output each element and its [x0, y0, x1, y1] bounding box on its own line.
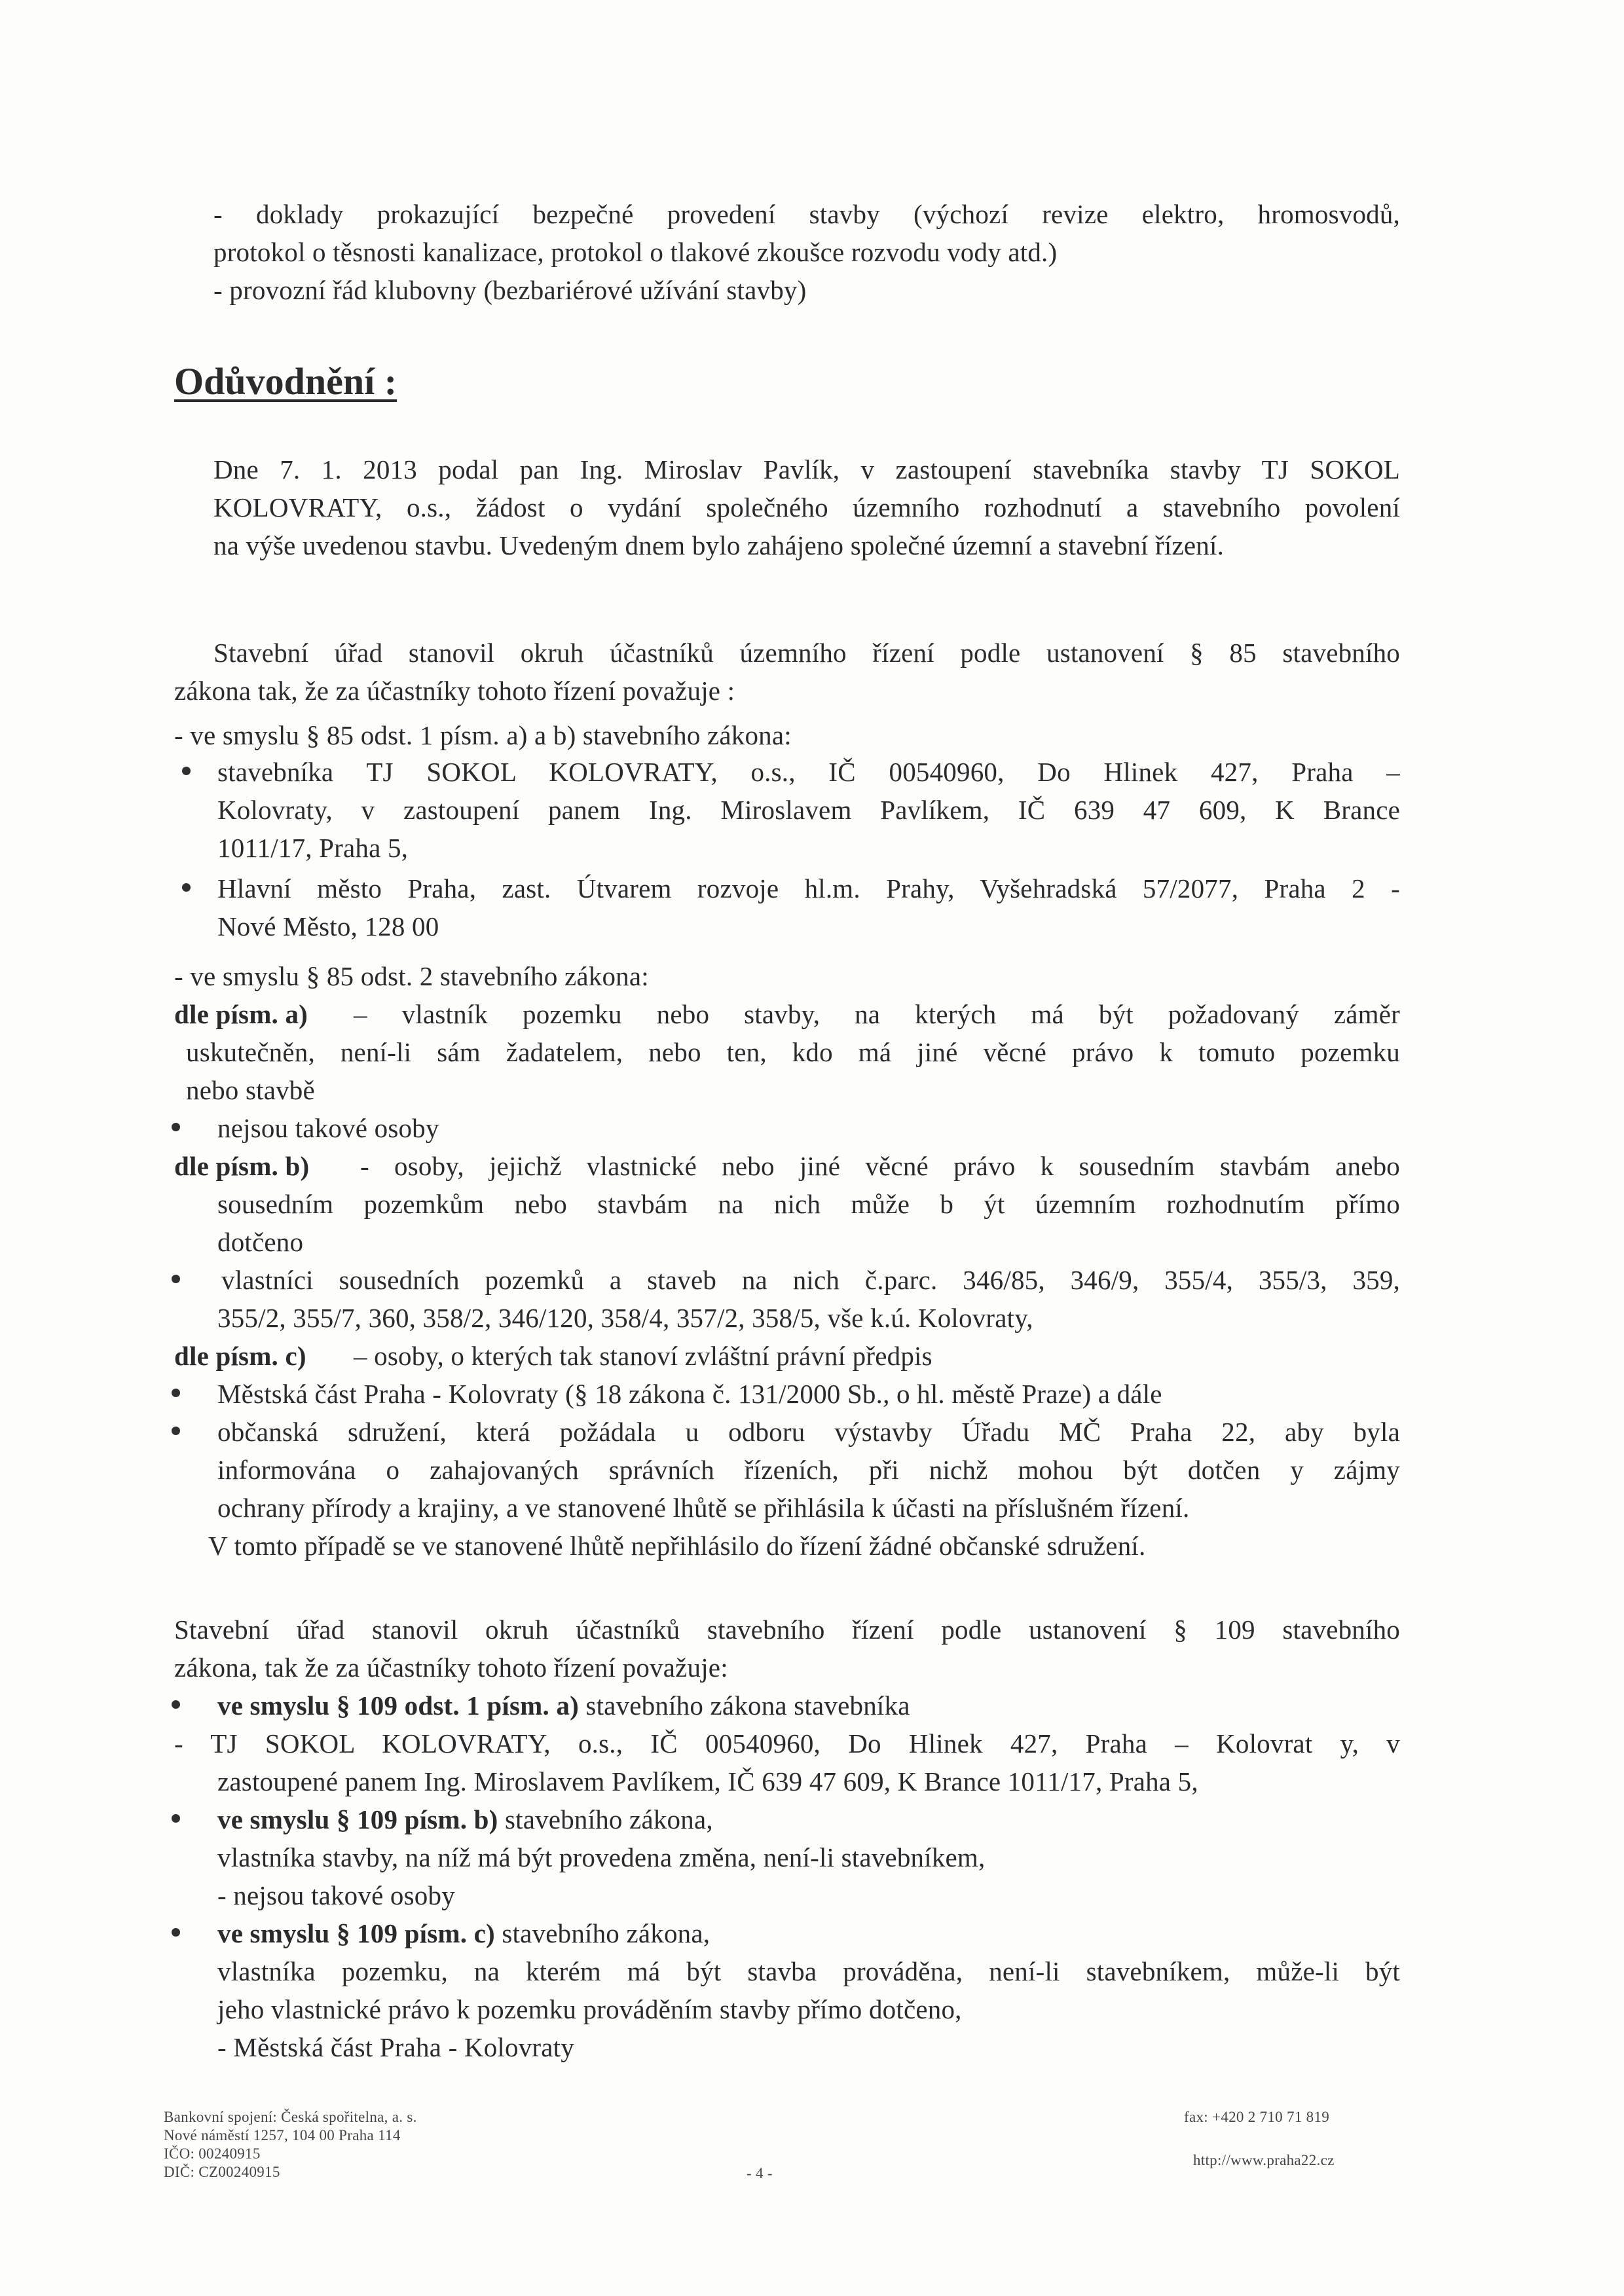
- uzemni-paragraph-line-1: Stavební úřad stanovil okruh účastníků územního řízení podle ustanovení § 85 stavebního: [213, 638, 1400, 668]
- stavebni-paragraph-line-1: Stavební úřad stanovil okruh účastníků stavebního řízení podle ustanovení § 109 stavebního: [174, 1614, 1400, 1645]
- dle-pism-c-bullet-2-line-3: ochrany přírody a krajiny, a ve stanovené lhůtě se přihlásila k účasti na příslušném řízení.: [217, 1493, 1190, 1523]
- footer-dic: DIČ: CZ00240915: [164, 2164, 280, 2180]
- bullet-stavebnik-line-2: Kolovraty, v zastoupení panem Ing. Miroslavem Pavlíkem, IČ 639 47 609, K Brance: [217, 795, 1400, 825]
- dle-pism-c-line-1: – osoby, o kterých tak stanoví zvláštní právní předpis: [354, 1341, 932, 1371]
- uzemni-paragraph-line-2: zákona tak, že za účastníky tohoto řízení považuje :: [174, 676, 735, 706]
- dle-pism-c-label: dle písm. c): [174, 1341, 306, 1371]
- s109-b-bold: ve smyslu § 109 písm. b): [217, 1804, 498, 1834]
- bullet-icon: [172, 1928, 180, 1937]
- s109-b-heading: [217, 1800, 713, 1838]
- page-number: - 4 -: [747, 2165, 773, 2181]
- s109-a-line-2: - TJ SOKOL KOLOVRATY, o.s., IČ 00540960, Do Hlinek 427, Praha – Kolovrat y, v: [174, 1728, 1400, 1758]
- s109-b-rest: stavebního zákona,: [498, 1804, 713, 1834]
- intro-line-2: KOLOVRATY, o.s., žádost o vydání společného územního rozhodnutí a stavebního povolení: [213, 492, 1400, 522]
- s109-b-line-3: - nejsou takové osoby: [217, 1880, 455, 1910]
- dle-pism-a-line-1: – vlastník pozemku nebo stavby, na kterých má být požadovaný záměr: [354, 999, 1400, 1029]
- bullet-hlavni-mesto-line-2: Nové Město, 128 00: [217, 911, 439, 941]
- intro-line-3: na výše uvedenou stavbu. Uvedeným dnem bylo zahájeno společné územní a stavební řízení.: [213, 530, 1225, 560]
- dle-pism-b-line-3: dotčeno: [217, 1227, 304, 1257]
- dle-pism-a-line-3: nebo stavbě: [186, 1075, 315, 1105]
- footer-bank: Bankovní spojení: Česká spořitelna, a. s.: [164, 2109, 417, 2125]
- bullet-icon: [172, 1700, 180, 1709]
- intro-line-1: Dne 7. 1. 2013 podal pan Ing. Miroslav Pavlík, v zastoupení stavebníka stavby TJ SOKOL: [213, 454, 1400, 484]
- s109-c-line-3: jeho vlastnické právo k pozemku prováděním stavby přímo dotčeno,: [217, 1994, 962, 2024]
- s109-c-heading: [217, 1914, 710, 1952]
- section-heading: Odůvodnění :: [174, 360, 397, 403]
- bullet-stavebnik-line-1: stavebníka TJ SOKOL KOLOVRATY, o.s., IČ 00540960, Do Hlinek 427, Praha –: [217, 757, 1400, 787]
- bullet-icon: [172, 1123, 180, 1131]
- bullet-stavebnik-line-3: 1011/17, Praha 5,: [217, 833, 409, 863]
- s85-odst1-heading: - ve smyslu § 85 odst. 1 písm. a) a b) stavebního zákona:: [174, 720, 792, 750]
- footer-ico: IČO: 00240915: [164, 2145, 261, 2162]
- s85-odst2-heading: - ve smyslu § 85 odst. 2 stavebního zákona:: [174, 961, 649, 991]
- s109-c-rest: stavebního zákona,: [494, 1918, 710, 1948]
- bullet-icon: [172, 1814, 180, 1823]
- dle-pism-a-label: dle písm. a): [174, 999, 308, 1029]
- top-list-line-2: protokol o těsnosti kanalizace, protokol o tlakové zkoušce rozvodu vody atd.): [213, 237, 1058, 267]
- s109-c-bold: ve smyslu § 109 písm. c): [217, 1918, 495, 1948]
- bullet-icon: [182, 883, 191, 892]
- bullet-icon: [172, 1389, 180, 1397]
- top-list-line-1: - doklady prokazující bezpečné provedení stavby (výchozí revize elektro, hromosvodů,: [213, 199, 1400, 229]
- dle-pism-a-bullet: nejsou takové osoby: [217, 1113, 439, 1143]
- s109-a-bold: ve smyslu § 109 odst. 1 písm. a): [217, 1690, 579, 1721]
- top-list-line-3: - provozní řád klubovny (bezbariérové užívání stavby): [213, 275, 807, 305]
- dle-pism-a-line-2: uskutečněn, není-li sám žadatelem, nebo ten, kdo má jiné věcné právo k tomuto pozemku: [186, 1037, 1400, 1067]
- footer-web-link[interactable]: http://www.praha22.cz: [1193, 2152, 1335, 2168]
- footer-address: Nové náměstí 1257, 104 00 Praha 114: [164, 2127, 401, 2143]
- bullet-icon: [172, 1427, 180, 1435]
- footer-fax: fax: +420 2 710 71 819: [1184, 2109, 1330, 2125]
- dle-pism-b-label: dle písm. b): [174, 1151, 310, 1181]
- s109-c-line-4: - Městská část Praha - Kolovraty: [217, 2032, 574, 2062]
- s109-a-heading: [217, 1686, 910, 1724]
- dle-pism-c-bullet-2-line-1: občanská sdružení, která požádala u odboru výstavby Úřadu MČ Praha 22, aby byla: [217, 1417, 1400, 1447]
- dle-pism-c-bullet-1: Městská část Praha - Kolovraty (§ 18 zákona č. 131/2000 Sb., o hl. městě Praze) a dále: [217, 1379, 1162, 1409]
- dle-pism-b-line-2: sousedním pozemkům nebo stavbám na nich může b ýt územním rozhodnutím přímo: [217, 1189, 1400, 1219]
- bullet-icon: [172, 1275, 180, 1283]
- dle-pism-b-bullet-line-2: 355/2, 355/7, 360, 358/2, 346/120, 358/4, 357/2, 358/5, vše k.ú. Kolovraty,: [217, 1303, 1033, 1333]
- bullet-hlavni-mesto-line-1: Hlavní město Praha, zast. Útvarem rozvoje hl.m. Prahy, Vyšehradská 57/2077, Praha 2 -: [217, 873, 1400, 903]
- s109-c-line-2: vlastníka pozemku, na kterém má být stavba prováděna, není-li stavebníkem, může-li být: [217, 1956, 1400, 1986]
- s109-a-line-3: zastoupené panem Ing. Miroslavem Pavlíkem, IČ 639 47 609, K Brance 1011/17, Praha 5,: [217, 1766, 1198, 1796]
- bullet-icon: [182, 767, 191, 775]
- dle-pism-c-bullet-2-line-4: V tomto případě se ve stanovené lhůtě nepřihlásilo do řízení žádné občanské sdružení.: [208, 1531, 1146, 1561]
- s109-a-rest: stavebního zákona stavebníka: [578, 1690, 910, 1721]
- stavebni-paragraph-line-2: zákona, tak že za účastníky tohoto řízení považuje:: [174, 1652, 728, 1683]
- s109-b-line-2: vlastníka stavby, na níž má být provedena změna, není-li stavebníkem,: [217, 1842, 986, 1872]
- dle-pism-c-bullet-2-line-2: informována o zahajovaných správních řízeních, při nichž mohou být dotčen y zájmy: [217, 1455, 1400, 1485]
- dle-pism-b-line-1: - osoby, jejichž vlastnické nebo jiné věcné právo k sousedním stavbám anebo: [360, 1151, 1400, 1181]
- dle-pism-b-bullet-line-1: vlastníci sousedních pozemků a staveb na nich č.parc. 346/85, 346/9, 355/4, 355/3, 359,: [221, 1265, 1400, 1295]
